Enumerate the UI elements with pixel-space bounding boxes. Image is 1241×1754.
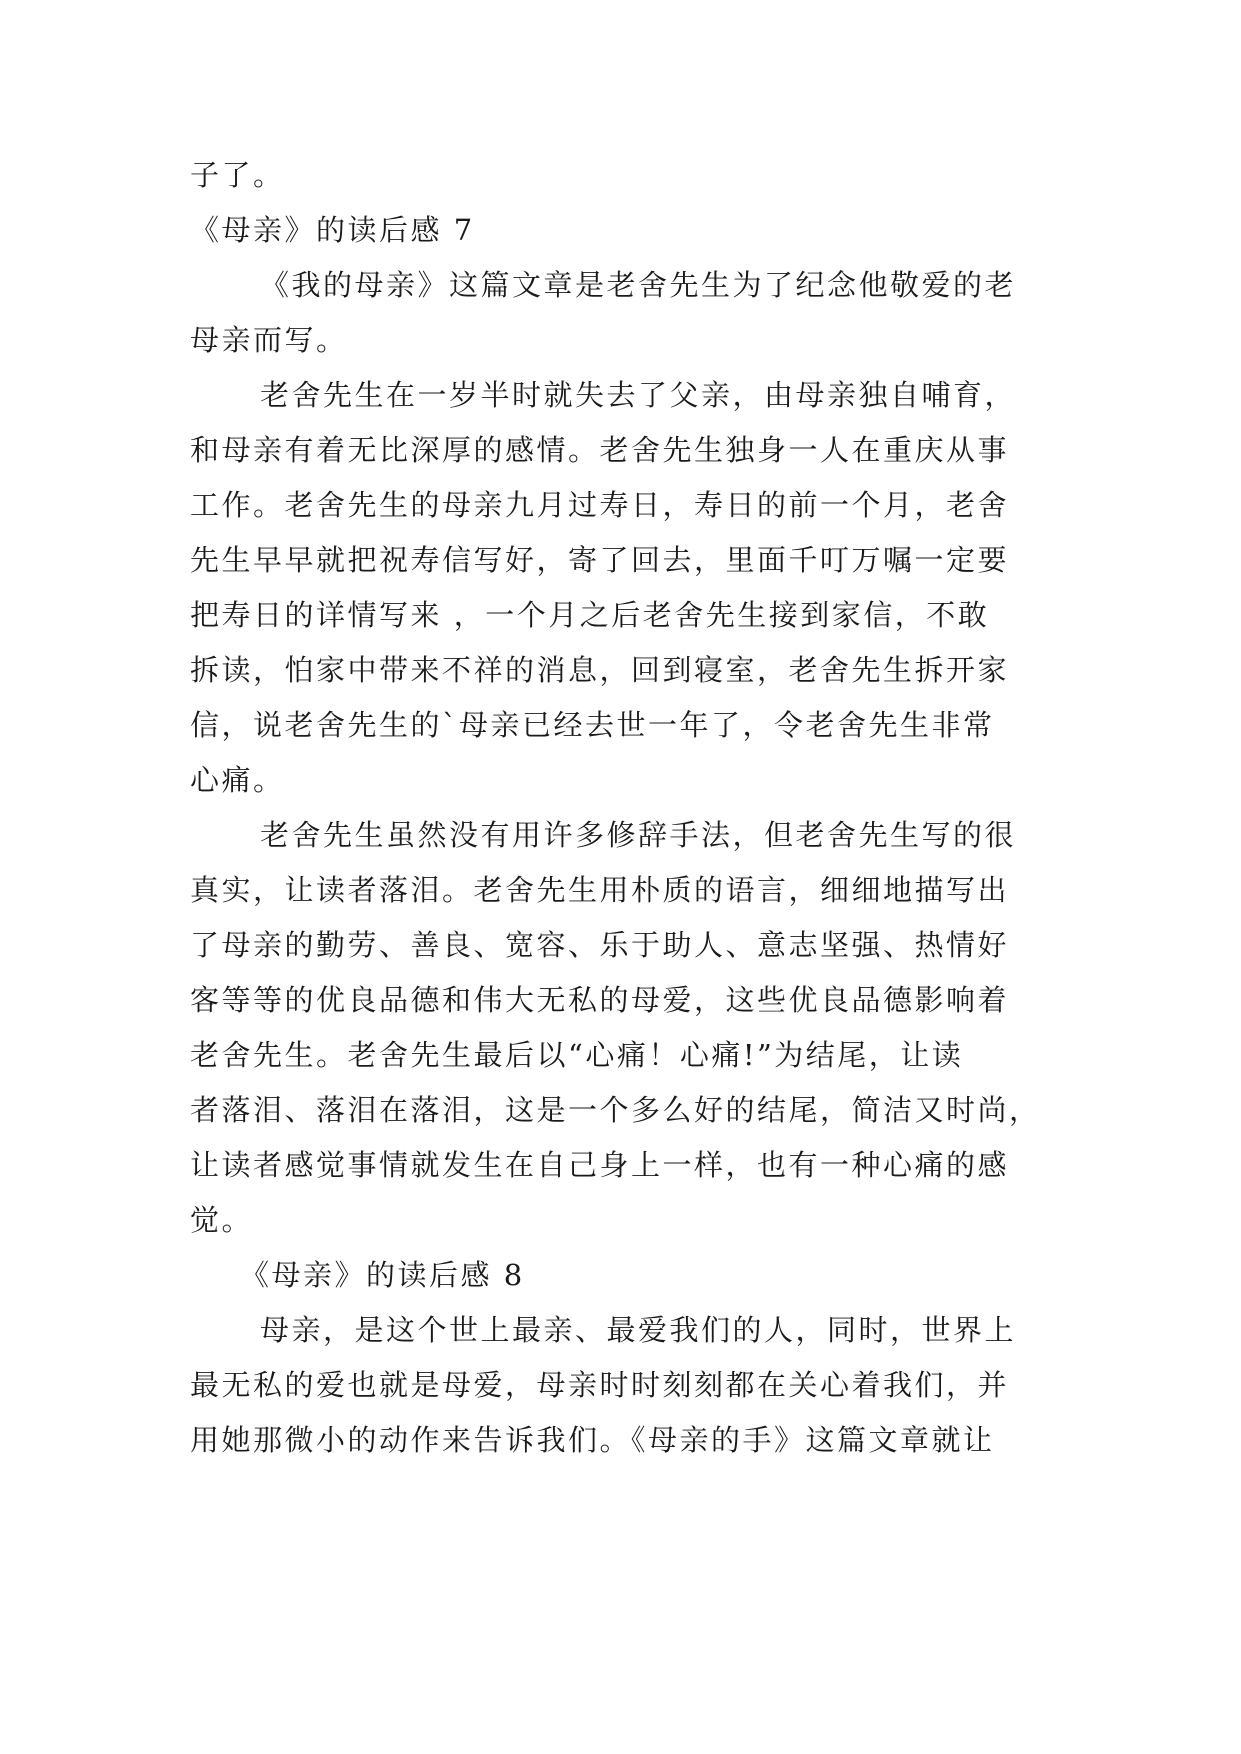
text-line: 先生早早就把祝寿信写好，寄了回去，里面千叮万嘱一定要 <box>190 543 1010 577</box>
text-line: 信，说老舍先生的`母亲已经去世一年了，令老舍先生非常 <box>190 708 995 742</box>
text-line: 老舍先生。老舍先生最后以“心痛！心痛!”为结尾，让读 <box>190 1038 964 1072</box>
text-line: 心痛。 <box>190 763 285 797</box>
text-line: 让读者感觉事情就发生在自己身上一样，也有一种心痛的感 <box>190 1148 1010 1182</box>
text-line: 真实，让读者落泪。老舍先生用朴质的语言，细细地描写出 <box>190 873 1010 907</box>
paragraph-first-line: 老舍先生虽然没有用许多修辞手法，但老舍先生写的很 <box>260 818 1017 852</box>
text-line: 客等等的优良品德和伟大无私的母爱，这些优良品德影响着 <box>190 983 1010 1017</box>
section-heading: 《母亲》的读后感 7 <box>190 213 475 247</box>
section-heading: 《母亲》的读后感 8 <box>240 1258 525 1292</box>
text-line: 把寿日的详情写来 ，一个月之后老舍先生接到家信，不敢 <box>190 598 990 632</box>
paragraph-first-line: 《我的母亲》这篇文章是老舍先生为了纪念他敬爱的老 <box>260 268 1017 302</box>
text-line: 觉。 <box>190 1203 254 1237</box>
text-line: 了母亲的勤劳、善良、宽容、乐于助人、意志坚强、热情好 <box>190 928 1010 962</box>
document-body <box>190 148 1050 1468</box>
paragraph-first-line: 老舍先生在一岁半时就失去了父亲，由母亲独自哺育， <box>260 378 1017 412</box>
text-line: 者落泪、落泪在落泪，这是一个多么好的结尾，简洁又时尚， <box>190 1093 1041 1127</box>
text-line: 子了。 <box>190 158 285 192</box>
text-line: 用她那微小的动作来告诉我们。《母亲的手》这篇文章就让 <box>190 1423 995 1457</box>
text-line: 最无私的爱也就是母爱，母亲时时刻刻都在关心着我们，并 <box>190 1368 1010 1402</box>
text-line: 工作。老舍先生的母亲九月过寿日，寿日的前一个月，老舍 <box>190 488 1010 522</box>
paragraph-first-line: 母亲，是这个世上最亲、最爱我们的人，同时，世界上 <box>260 1313 1017 1347</box>
text-line: 母亲而写。 <box>190 323 348 357</box>
text-line: 和母亲有着无比深厚的感情。老舍先生独身一人在重庆从事 <box>190 433 1010 467</box>
text-line: 拆读，怕家中带来不祥的消息，回到寝室，老舍先生拆开家 <box>190 653 1010 687</box>
